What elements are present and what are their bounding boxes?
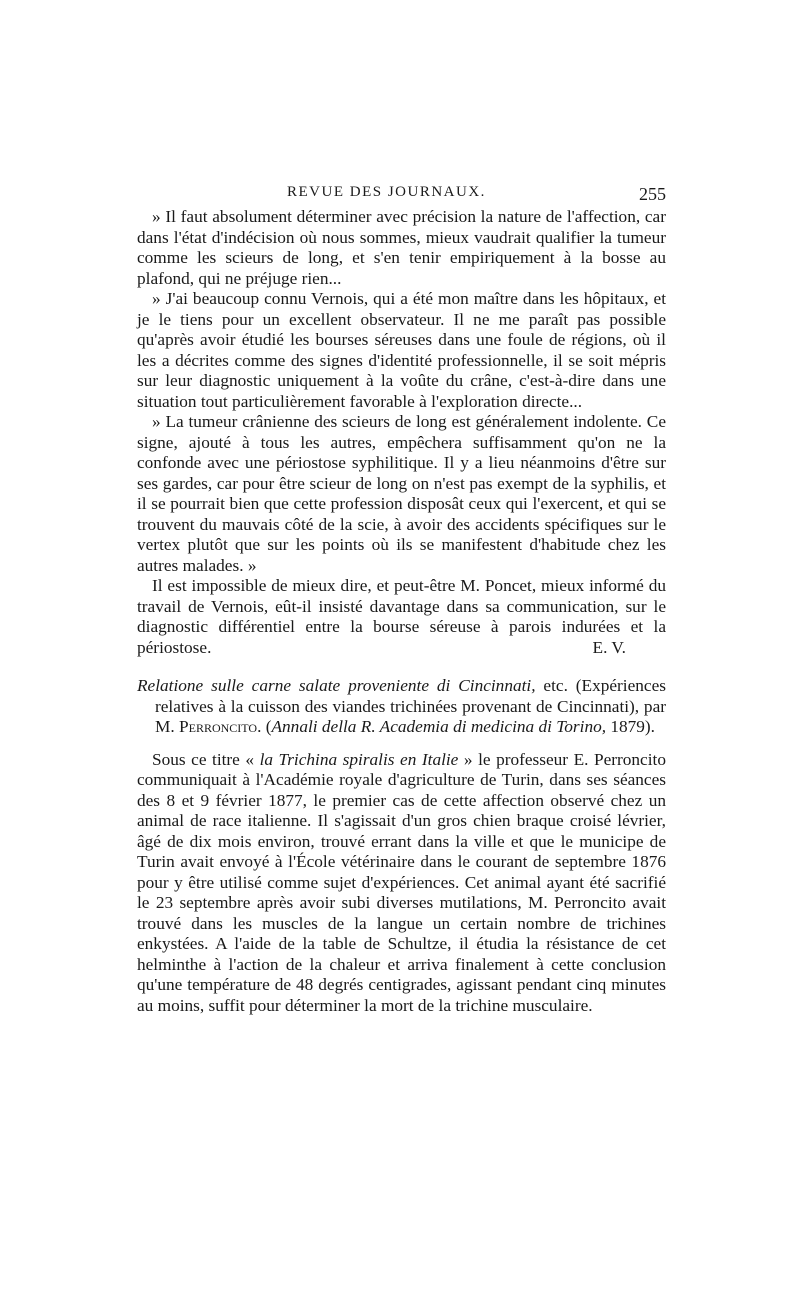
signature: E. V. — [592, 637, 626, 657]
running-title: REVUE DES JOURNAUX. — [287, 184, 486, 200]
author-separator: . ( — [257, 717, 272, 736]
quote-paragraph-1: » Il faut absolument déterminer avec précision la nature de l'affection, car dans l'état d'indécision où nous sommes, mieux vaudrait qualifier la tumeur comme les scieurs de long, et s'en tenir empiriquement à la bosse au plafond, qui ne préjuge rien... — [137, 207, 666, 288]
article-description: etc. (Expériences relatives à la cuisson des viandes trichinées provenant de Cincinnati), par M. — [155, 676, 666, 736]
quote-paragraph-2: » J'ai beaucoup connu Vernois, qui a été mon maître dans les hôpitaux, et je le tiens pour un excellent observateur. Il ne me paraît pas possible qu'après avoir étudié les bourses séreuses dans une foule de régions, où il les a décrites comme des signes d'identité professionnelle, il se soit mépris sur leur diagnostic uniquement à la voûte du crâne, c'est-à-dire dans une situation tout particulièrement favorable à l'exploration directe... — [137, 289, 666, 411]
article-reference — [137, 676, 666, 738]
article-title: Relatione sulle carne salate proveniente di Cincinnati, — [137, 676, 536, 695]
page-number: 255 — [639, 184, 666, 204]
publication-year: 1879). — [606, 717, 656, 736]
running-header — [137, 184, 666, 208]
summary-paragraph — [137, 750, 666, 1017]
journal-title: Annali della R. Academia di medicina di Torino, — [271, 717, 607, 736]
article-author: Perroncito — [179, 717, 258, 736]
quote-paragraph-3: » La tumeur crânienne des scieurs de long est généralement indolente. Ce signe, ajouté à tous les autres, empêchera suffisamment qu'on ne la confonde avec une périostose syphilitique. Il y a lieu néanmoins d'être sur ses gardes, car pour être scieur de long on n'est pas exempt de la syphilis, et il se pourrait bien que cette profession disposât ceux qui l'exercent, et qui se trouvent du mauvais côté de la scie, à avoir des accidents spécifiques sur le vertex plutôt que sur les points où ils se manifestent d'habitude chez les autres malades. » — [137, 412, 666, 575]
comment-paragraph — [137, 576, 666, 658]
article-body — [137, 207, 666, 1016]
species-title: la Trichina spiralis en Italie — [259, 749, 459, 769]
summary-text: » le professeur E. Perroncito communiquait à l'Académie royale d'agriculture de Turin, dans ses séances des 8 et 9 février 1877, le premier cas de cette affection observé chez un animal de race italienne. Il s'agissait d'un gros chien braque croisé lévrier, âgé de dix mois environ, trouvé errant dans la ville et que le municipe de Turin avait envoyé à l'École vétérinaire dans le courant de septembre 1876 pour y être utilisé comme sujet d'expériences. Cet animal ayant été sacrifié le 23 septembre après avoir subi diverses mutilations, M. Perroncito avait trouvé dans les muscles de la langue un certain nombre de trichines enkystées. A l'aide de la table de Schultze, il étudia la résistance de cet helminthe à l'action de la chaleur et arriva finalement à cette conclusion qu'une température de 48 degrés centigrades, agissant pendant cinq minutes au moins, suffit pour déterminer la mort de la trichine musculaire. — [137, 749, 666, 1015]
summary-intro: Sous ce titre « — [152, 749, 260, 769]
comment-text: Il est impossible de mieux dire, et peut-être M. Poncet, mieux informé du travail de Vernois, eût-il insisté davantage dans sa communication, sur le diagnostic différentiel entre la bourse séreuse à parois indurées et la périostose. — [137, 576, 666, 657]
